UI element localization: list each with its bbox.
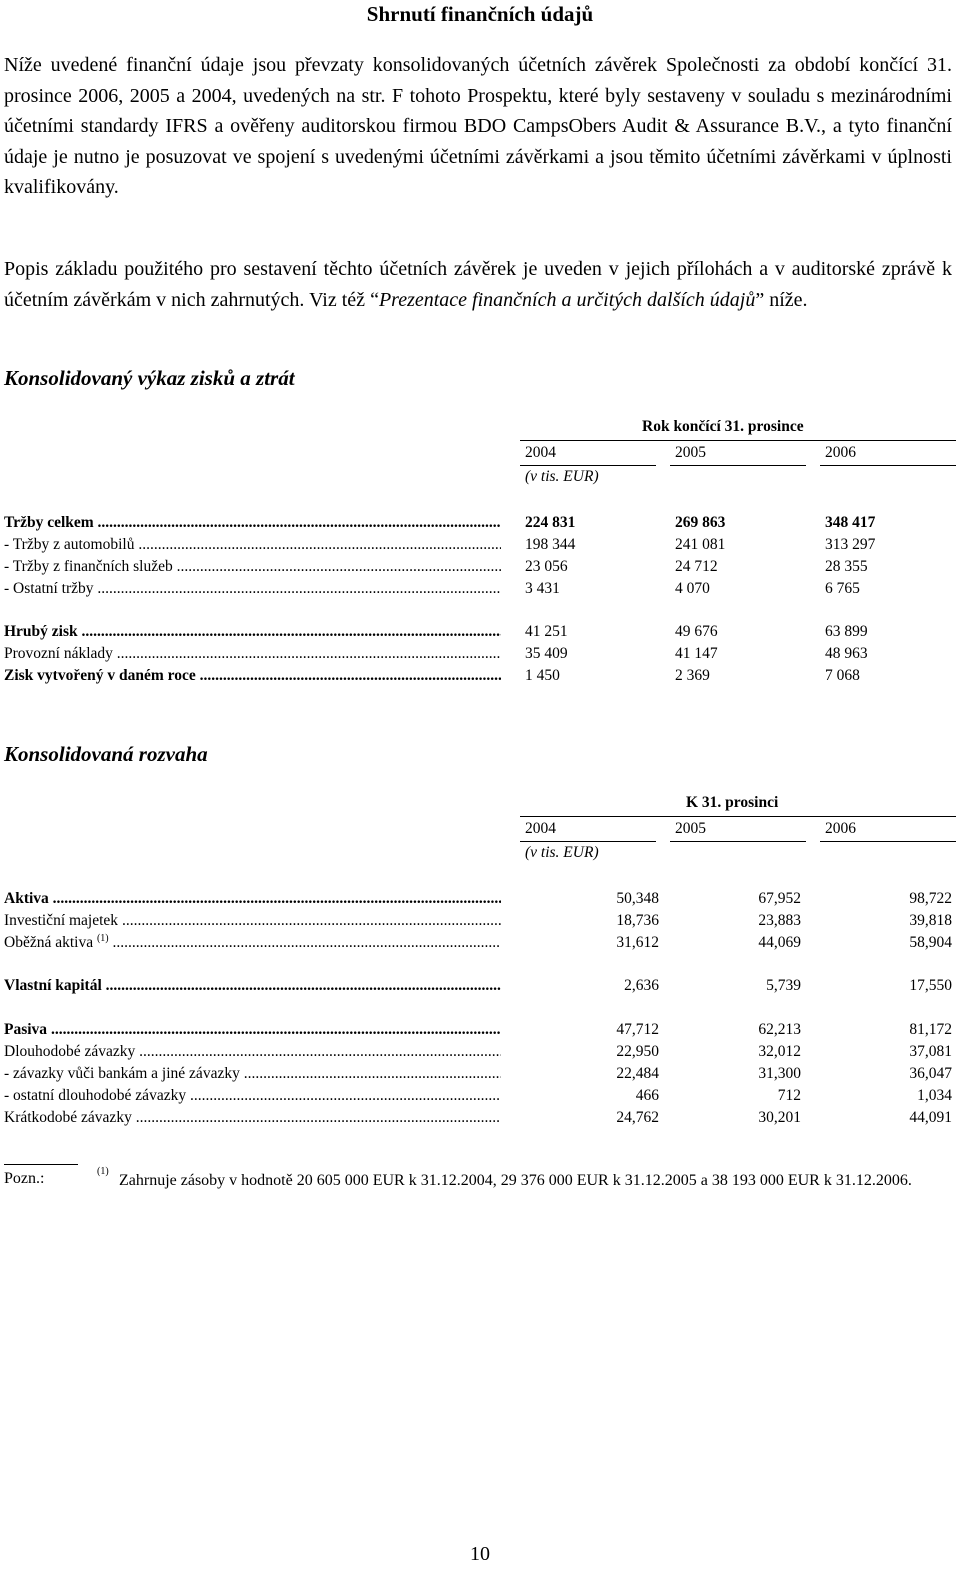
table-row bbox=[4, 1041, 956, 1063]
row-label: - závazky vůči bankám a jiné závazky ..... bbox=[4, 1063, 501, 1085]
income-year-rule-3 bbox=[820, 465, 956, 466]
table-row bbox=[4, 1085, 956, 1107]
value-2004: 466 bbox=[635, 1087, 659, 1104]
page-title: Shrnutí finančních údajů bbox=[366, 2, 594, 26]
row-label: - Tržby z finančních služeb ..... bbox=[4, 556, 501, 578]
row-label: - ostatní dlouhodobé závazky ..... bbox=[4, 1085, 501, 1107]
footnote-text: Zahrnuje zásoby v hodnotě 20 605 000 EUR k 31.12.2004, 29 376 000 EUR k 31.12.2005 a 38 193 000 EUR k 31.12.2006. bbox=[119, 1172, 912, 1189]
basis-text: Popis základu použitého pro sestavení těchto účetních závěrek je uveden v jejich přílohách a v auditorské zprávě k účetním závěrkám v nich zahrnutých. Viz též bbox=[4, 258, 952, 311]
value-2006: 7 068 bbox=[825, 667, 860, 684]
open-quote: “ bbox=[370, 288, 379, 311]
income-year-2006: 2006 bbox=[825, 444, 856, 461]
balance-sheet-table bbox=[4, 794, 956, 1134]
value-2006: 348 417 bbox=[825, 514, 876, 531]
footnote-label: Pozn.: bbox=[4, 1170, 45, 1187]
value-2006: 98,722 bbox=[909, 890, 952, 907]
value-2004: 47,712 bbox=[616, 1021, 659, 1038]
balance-year-rule-2 bbox=[670, 841, 806, 842]
value-2005: 62,213 bbox=[758, 1021, 801, 1038]
value-2006: 58,904 bbox=[909, 934, 952, 951]
footnote-ref[interactable]: (1) bbox=[96, 932, 109, 944]
income-period-header: Rok končící 31. prosince bbox=[642, 418, 804, 435]
value-2004: 23 056 bbox=[525, 558, 568, 575]
value-2006: 313 297 bbox=[825, 536, 876, 553]
table-row bbox=[4, 512, 956, 534]
table-row bbox=[4, 621, 956, 643]
intro-paragraph bbox=[4, 50, 952, 203]
value-2006: 63 899 bbox=[825, 623, 868, 640]
close-quote: ” bbox=[755, 288, 765, 311]
value-2005: 44,069 bbox=[758, 934, 801, 951]
balance-year-rule-1 bbox=[520, 841, 656, 842]
value-2004: 198 344 bbox=[525, 536, 576, 553]
value-2005: 41 147 bbox=[675, 645, 718, 662]
value-2004: 18,736 bbox=[616, 912, 659, 929]
income-statement-table bbox=[4, 418, 956, 688]
value-2005: 2 369 bbox=[675, 667, 710, 684]
row-label: Krátkodobé závazky ..... bbox=[4, 1107, 501, 1129]
row-label: Oběžná aktiva bbox=[4, 934, 94, 951]
balance-sheet-heading: Konsolidovaná rozvaha bbox=[4, 742, 208, 766]
row-label: Provozní náklady ..... bbox=[4, 643, 501, 665]
value-2005: 31,300 bbox=[758, 1065, 801, 1082]
row-label: Pasiva ..... bbox=[4, 1019, 501, 1041]
value-2006: 6 765 bbox=[825, 580, 860, 597]
balance-period-header: K 31. prosinci bbox=[686, 794, 779, 811]
row-label: Investiční majetek ..... bbox=[4, 910, 501, 932]
table-row bbox=[4, 643, 956, 665]
balance-year-rule-3 bbox=[820, 841, 956, 842]
value-2004: 41 251 bbox=[525, 623, 568, 640]
value-2004: 24,762 bbox=[616, 1109, 659, 1126]
row-label: Dlouhodobé závazky ..... bbox=[4, 1041, 501, 1063]
intro-paragraph-text: Níže uvedené finanční údaje jsou převzaty konsolidovaných účetních závěrek Společnosti za období končící 31. prosince 2006, 2005 a 2004, uvedených na str. F tohoto Prospektu, které byly sestaveny v souladu s mezinárodními účetními standardy IFRS a ověřeny auditorskou firmou BDO CampsObers Audit & Assurance B.V., a tyto finanční údaje je nutno je posuzovat ve spojení s uvedenými účetními závěrkami a jsou těmito účetními závěrkami v úplnosti kvalifikovány. bbox=[4, 54, 952, 198]
value-2004: 50,348 bbox=[616, 890, 659, 907]
row-label: Tržby celkem ..... bbox=[4, 512, 501, 534]
income-year-rule-1 bbox=[520, 465, 656, 466]
footnote-mark: (1) bbox=[97, 1166, 109, 1177]
value-2005: 49 676 bbox=[675, 623, 718, 640]
income-year-2004: 2004 bbox=[525, 444, 556, 461]
table-row bbox=[4, 910, 956, 932]
value-2006: 39,818 bbox=[909, 912, 952, 929]
value-2004: 2,636 bbox=[624, 977, 659, 994]
value-2005: 30,201 bbox=[758, 1109, 801, 1126]
row-label: Hrubý zisk ..... bbox=[4, 621, 501, 643]
value-2006: 37,081 bbox=[909, 1043, 952, 1060]
table-row bbox=[4, 1063, 956, 1085]
value-2006: 28 355 bbox=[825, 558, 868, 575]
balance-year-2005: 2005 bbox=[675, 820, 706, 837]
row-label: Aktiva ..... bbox=[4, 888, 501, 910]
page-number: 10 bbox=[470, 1543, 490, 1565]
table-row bbox=[4, 1019, 956, 1041]
income-year-rule-2 bbox=[670, 465, 806, 466]
value-2005: 4 070 bbox=[675, 580, 710, 597]
row-label: Zisk vytvořený v daném roce ..... bbox=[4, 665, 501, 687]
row-label: - Ostatní tržby ..... bbox=[4, 578, 501, 600]
value-2004: 31,612 bbox=[616, 934, 659, 951]
value-2005: 23,883 bbox=[758, 912, 801, 929]
value-2005: 24 712 bbox=[675, 558, 718, 575]
income-statement-heading: Konsolidovaný výkaz zisků a ztrát bbox=[4, 366, 295, 390]
table-row bbox=[4, 534, 956, 556]
value-2005: 5,739 bbox=[766, 977, 801, 994]
row-label: - Tržby z automobilů ..... bbox=[4, 534, 501, 556]
value-2004: 35 409 bbox=[525, 645, 568, 662]
value-2004: 22,950 bbox=[616, 1043, 659, 1060]
value-2006: 17,550 bbox=[909, 977, 952, 994]
table-row bbox=[4, 888, 956, 910]
value-2006: 48 963 bbox=[825, 645, 868, 662]
table-row bbox=[4, 975, 956, 997]
balance-year-2006: 2006 bbox=[825, 820, 856, 837]
value-2005: 241 081 bbox=[675, 536, 726, 553]
value-2004: 22,484 bbox=[616, 1065, 659, 1082]
balance-year-2004: 2004 bbox=[525, 820, 556, 837]
income-header-rule bbox=[520, 440, 956, 441]
value-2005: 67,952 bbox=[758, 890, 801, 907]
balance-header-rule bbox=[520, 816, 956, 817]
value-2005: 712 bbox=[777, 1087, 801, 1104]
value-2006: 44,091 bbox=[909, 1109, 952, 1126]
value-2006: 81,172 bbox=[909, 1021, 952, 1038]
table-row bbox=[4, 932, 956, 954]
income-year-2005: 2005 bbox=[675, 444, 706, 461]
table-row bbox=[4, 665, 956, 687]
footnote-separator bbox=[4, 1164, 78, 1165]
value-2004: 3 431 bbox=[525, 580, 560, 597]
income-unit: (v tis. EUR) bbox=[525, 468, 599, 485]
value-2004: 1 450 bbox=[525, 667, 560, 684]
balance-unit: (v tis. EUR) bbox=[525, 844, 599, 861]
table-row bbox=[4, 1107, 956, 1129]
presentation-reference[interactable]: Prezentace finančních a určitých dalších údajů bbox=[378, 288, 756, 311]
value-2004: 224 831 bbox=[525, 514, 576, 531]
row-label: Vlastní kapitál ..... bbox=[4, 975, 501, 997]
row-label-with-footnote bbox=[4, 932, 501, 954]
basis-text-end: níže. bbox=[764, 288, 808, 311]
value-2006: 1,034 bbox=[917, 1087, 952, 1104]
table-row bbox=[4, 556, 956, 578]
value-2005: 269 863 bbox=[675, 514, 726, 531]
table-row bbox=[4, 578, 956, 600]
value-2006: 36,047 bbox=[909, 1065, 952, 1082]
value-2005: 32,012 bbox=[758, 1043, 801, 1060]
basis-paragraph bbox=[4, 254, 952, 315]
